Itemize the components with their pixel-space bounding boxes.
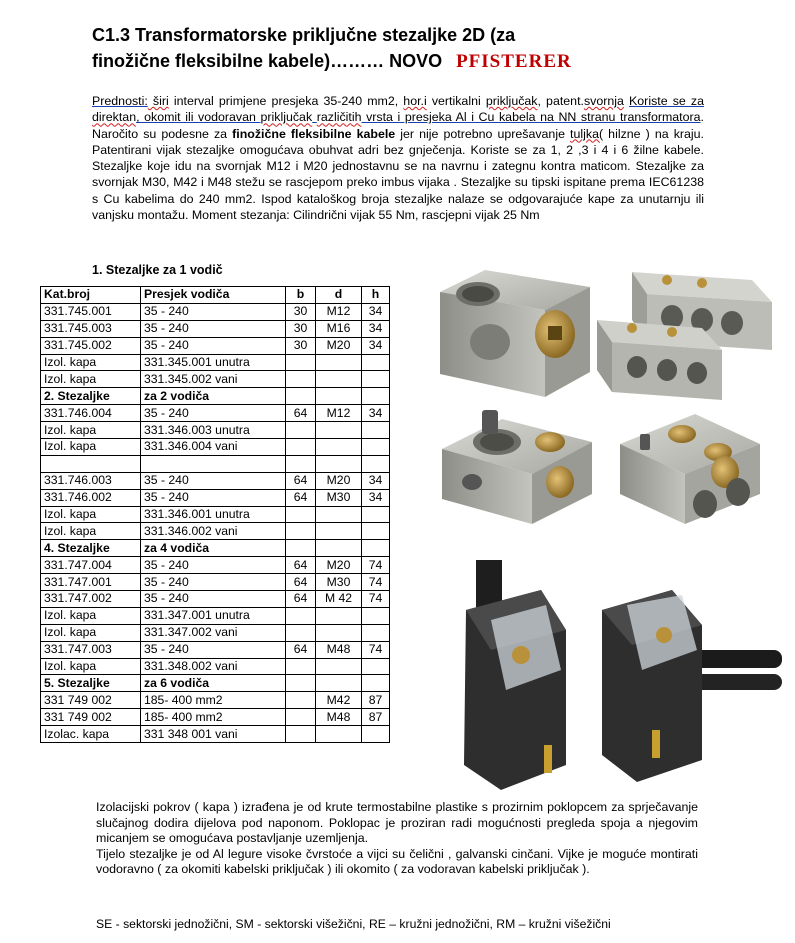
table-row	[41, 709, 390, 726]
photo-insulating-cap-a	[446, 560, 576, 792]
table-cell: 331.348.002 vani	[141, 658, 286, 675]
table-row	[41, 591, 390, 608]
header-cat: Kat.broj	[41, 287, 141, 304]
table-row	[41, 455, 390, 472]
section-title: 1. Stezaljke za 1 vodič	[92, 263, 223, 277]
table-cell: 331.345.001 unutra	[141, 354, 286, 371]
table-cell: Izol. kapa	[41, 624, 141, 641]
intro-s19: finožične fleksibilne kabele	[232, 126, 396, 141]
table-cell	[362, 354, 390, 371]
table-cell: M30	[316, 489, 362, 506]
intro-s17: vrsta i presjeka Al i Cu kabela na NN stranu transformatora	[361, 110, 701, 125]
table-row	[41, 388, 390, 405]
table-cell: M 42	[316, 591, 362, 608]
table-row	[41, 692, 390, 709]
table-cell	[316, 624, 362, 641]
table-cell	[286, 388, 316, 405]
table-cell	[362, 540, 390, 557]
table-cell: 35 - 240	[141, 489, 286, 506]
table-row	[41, 574, 390, 591]
table-cell: M20	[316, 472, 362, 489]
table-cell: 331.346.003 unutra	[141, 422, 286, 439]
table-cell	[316, 675, 362, 692]
cable-type-legend: SE - sektorski jednožični, SM - sektorski višežični, RE – kružni jednožični, RM – kružni višežični	[96, 917, 611, 931]
table-cell	[286, 371, 316, 388]
intro-s2: širi	[147, 94, 169, 108]
table-row	[41, 354, 390, 371]
table-cell	[362, 607, 390, 624]
table-cell: 331.746.002	[41, 489, 141, 506]
table-row	[41, 624, 390, 641]
table-cell	[286, 422, 316, 439]
table-cell: 331 348 001 vani	[141, 726, 286, 743]
table-cell	[286, 675, 316, 692]
intro-s18: . Naročito su podesne za	[92, 110, 704, 141]
table-body	[41, 303, 390, 742]
table-cell: 35 - 240	[141, 303, 286, 320]
table-cell	[362, 523, 390, 540]
table-cell: 5. Stezaljke	[41, 675, 141, 692]
table-header-row	[41, 287, 390, 304]
table-cell: Izolac. kapa	[41, 726, 141, 743]
table-cell: 331.745.002	[41, 337, 141, 354]
table-cell: za 6 vodiča	[141, 675, 286, 692]
table-cell: 331.345.002 vani	[141, 371, 286, 388]
table-cell	[362, 624, 390, 641]
table-row	[41, 405, 390, 422]
table-cell: M48	[316, 709, 362, 726]
table-cell: 64	[286, 641, 316, 658]
table-cell: 331.747.002	[41, 591, 141, 608]
table-cell: 331.747.003	[41, 641, 141, 658]
bottom-text	[96, 800, 698, 878]
table-cell: M12	[316, 405, 362, 422]
table-cell: 331.746.003	[41, 472, 141, 489]
header-b: b	[286, 287, 316, 304]
table-cell: 185- 400 mm2	[141, 692, 286, 709]
table-cell: 35 - 240	[141, 337, 286, 354]
table-cell: M30	[316, 574, 362, 591]
table-row	[41, 320, 390, 337]
table-cell: 35 - 240	[141, 557, 286, 574]
table-cell: 34	[362, 320, 390, 337]
title-line-1: C1.3 Transformatorske priključne stezaljke 2D (za	[92, 25, 516, 45]
table-cell: 2. Stezaljke	[41, 388, 141, 405]
intro-s12: direktan	[92, 110, 137, 125]
table-row	[41, 506, 390, 523]
photo-clamp-double-a	[432, 404, 597, 529]
table-cell	[316, 726, 362, 743]
document-title	[92, 22, 782, 75]
table-cell: 64	[286, 489, 316, 506]
table-cell: 30	[286, 337, 316, 354]
table-cell	[286, 624, 316, 641]
bottom-paragraph-1: Izolacijski pokrov ( kapa ) izrađena je od krute termostabilne plastike s prozirnim poklopcem za sprječavanje slučajnog dodira dijelova pod naponom. Poklopac je proziran radi mogućnosti pregleda spoja a njegovim micanjem se omogućava postavljanje uzemljenja.	[96, 800, 698, 846]
table-cell: 35 - 240	[141, 405, 286, 422]
table-cell: za 2 vodiča	[141, 388, 286, 405]
table-cell: 35 - 240	[141, 591, 286, 608]
table-cell: Izol. kapa	[41, 354, 141, 371]
table-row	[41, 472, 390, 489]
table-cell: 331 749 002	[41, 692, 141, 709]
table-cell: 64	[286, 472, 316, 489]
table-cell	[286, 506, 316, 523]
table-cell	[286, 692, 316, 709]
table-cell: 331.746.004	[41, 405, 141, 422]
brand-name: PFISTERER	[456, 51, 572, 72]
table-cell	[316, 455, 362, 472]
table-row	[41, 371, 390, 388]
table-cell: Izol. kapa	[41, 371, 141, 388]
intro-s5: vertikalni	[426, 94, 486, 108]
intro-s3: interval primjene presjeka 35-240 mm2,	[168, 94, 404, 108]
table-cell: 331.745.001	[41, 303, 141, 320]
table-cell	[316, 354, 362, 371]
table-row	[41, 337, 390, 354]
table-cell: 331.346.001 unutra	[141, 506, 286, 523]
photo-insulating-cap-b	[592, 570, 782, 785]
table-row	[41, 641, 390, 658]
title-line-2-text: finožične fleksibilne kabele)……… NOVO	[92, 51, 443, 71]
table-cell	[362, 658, 390, 675]
table-row	[41, 557, 390, 574]
table-cell: 35 - 240	[141, 641, 286, 658]
table-cell: 34	[362, 337, 390, 354]
intro-s14: priključak	[260, 110, 313, 125]
table-row	[41, 422, 390, 439]
header-h: h	[362, 287, 390, 304]
table-cell: 35 - 240	[141, 574, 286, 591]
table-cell	[286, 709, 316, 726]
table-row	[41, 675, 390, 692]
table-cell	[362, 455, 390, 472]
table-cell: 331.347.002 vani	[141, 624, 286, 641]
table-cell	[286, 439, 316, 456]
title-line-2	[92, 48, 782, 75]
table-cell	[316, 388, 362, 405]
table-cell	[316, 658, 362, 675]
table-cell	[286, 523, 316, 540]
bottom-paragraph-2: Tijelo stezaljke je od Al legure visoke čvrstoće a vijci su čelični , galvanski cinčani. Vijke je moguće montirati vodoravno ( za okomiti kabelski priključak ) ili okomito ( za vodoravan kabelski priključak ).	[96, 846, 698, 877]
table-cell: 35 - 240	[141, 472, 286, 489]
table-cell: 331.745.003	[41, 320, 141, 337]
photo-clamp-double-b	[610, 404, 775, 529]
intro-s6: priključak	[485, 94, 538, 108]
table-cell: 64	[286, 591, 316, 608]
table-cell: 74	[362, 574, 390, 591]
table-cell	[316, 439, 362, 456]
intro-s21: tuljka(	[570, 126, 604, 141]
table-row	[41, 658, 390, 675]
intro-s10: Koriste	[629, 94, 668, 108]
table-cell	[316, 422, 362, 439]
table-cell: M48	[316, 641, 362, 658]
table-cell: Izol. kapa	[41, 523, 141, 540]
table-cell: 74	[362, 591, 390, 608]
table-cell: M12	[316, 303, 362, 320]
table-cell: 34	[362, 405, 390, 422]
table-cell	[286, 658, 316, 675]
table-cell: 331 749 002	[41, 709, 141, 726]
table-cell: 331.747.001	[41, 574, 141, 591]
intro-s20: jer nije potrebno uprešavanje	[395, 126, 571, 141]
table-cell	[316, 540, 362, 557]
intro-s4: hor.i	[403, 94, 427, 108]
table-cell: 34	[362, 472, 390, 489]
table-cell: 4. Stezaljke	[41, 540, 141, 557]
table-cell: Izol. kapa	[41, 439, 141, 456]
table-row	[41, 607, 390, 624]
table-cell: 331.346.002 vani	[141, 523, 286, 540]
table-cell: Izol. kapa	[41, 607, 141, 624]
intro-s7: , patent.	[537, 94, 584, 108]
table-cell: 87	[362, 692, 390, 709]
table-cell: 331.747.004	[41, 557, 141, 574]
header-section: Presjek vodiča	[141, 287, 286, 304]
intro-paragraph	[92, 93, 704, 223]
table-cell: 64	[286, 574, 316, 591]
table-cell: 30	[286, 303, 316, 320]
intro-s16: različitih	[316, 110, 362, 125]
table-cell: 331.346.004 vani	[141, 439, 286, 456]
table-cell	[141, 455, 286, 472]
table-cell	[362, 675, 390, 692]
table-cell	[286, 455, 316, 472]
table-cell: 34	[362, 303, 390, 320]
table-cell: za 4 vodiča	[141, 540, 286, 557]
intro-s13: , okomit ili vodoravan	[136, 110, 261, 125]
table-cell	[286, 354, 316, 371]
table-cell: 74	[362, 641, 390, 658]
table-cell: 30	[286, 320, 316, 337]
table-cell: M20	[316, 557, 362, 574]
table-cell	[362, 726, 390, 743]
table-cell: 87	[362, 709, 390, 726]
table-cell	[316, 607, 362, 624]
intro-s8: svornja	[583, 94, 624, 108]
table-cell	[286, 726, 316, 743]
table-cell: 64	[286, 405, 316, 422]
intro-s11: se za	[667, 94, 705, 108]
table-row	[41, 303, 390, 320]
table-row	[41, 726, 390, 743]
table-cell	[362, 439, 390, 456]
table-cell: Izol. kapa	[41, 506, 141, 523]
table-cell	[362, 506, 390, 523]
photo-clamp-multi	[592, 262, 782, 404]
table-cell: 331.347.001 unutra	[141, 607, 286, 624]
intro-s22: hilzne ) na kraju. Patentirani vijak stezaljke omogućava obuhvat adri bez gnječenja. Koriste se za 1, 2 ,3 i 4 i 6 žilne kabele. Stezaljke koje idu na svornjak M12 i M20 jednostavnu se na navrnu i zategnu kontra maticom. Stezaljke za svornjak M30, M42 i M48 stežu se rascjepom preko imbus vijaka . Stezaljke su tipski ispitane prema IEC61238 s Cu kabelima do 240 mm2. Ispod kataloškog broja stezaljke nalaze se odgovarajuće kape za unutarnju ili vanjsku montažu. Moment stezanja: Cilindrični vijak 55 Nm, rascjepni vijak 25 Nm	[92, 126, 704, 223]
table-cell: 34	[362, 489, 390, 506]
table-cell: M16	[316, 320, 362, 337]
table-cell	[316, 523, 362, 540]
table-cell	[316, 371, 362, 388]
table-cell: 185- 400 mm2	[141, 709, 286, 726]
table-row	[41, 523, 390, 540]
table-cell	[362, 422, 390, 439]
table-cell	[286, 540, 316, 557]
table-cell: Izol. kapa	[41, 658, 141, 675]
table-cell	[362, 371, 390, 388]
table-cell: Izol. kapa	[41, 422, 141, 439]
intro-s1: Prednosti:	[92, 94, 148, 108]
table-cell	[41, 455, 141, 472]
table-cell	[362, 388, 390, 405]
photo-clamp-single	[430, 262, 595, 402]
spec-table	[40, 286, 390, 743]
header-d: d	[316, 287, 362, 304]
table-cell	[316, 506, 362, 523]
table-cell: 35 - 240	[141, 320, 286, 337]
table-row	[41, 540, 390, 557]
table-cell: 64	[286, 557, 316, 574]
table-cell: M42	[316, 692, 362, 709]
table-cell: M20	[316, 337, 362, 354]
table-row	[41, 439, 390, 456]
table-cell: 74	[362, 557, 390, 574]
table-cell	[286, 607, 316, 624]
table-row	[41, 489, 390, 506]
